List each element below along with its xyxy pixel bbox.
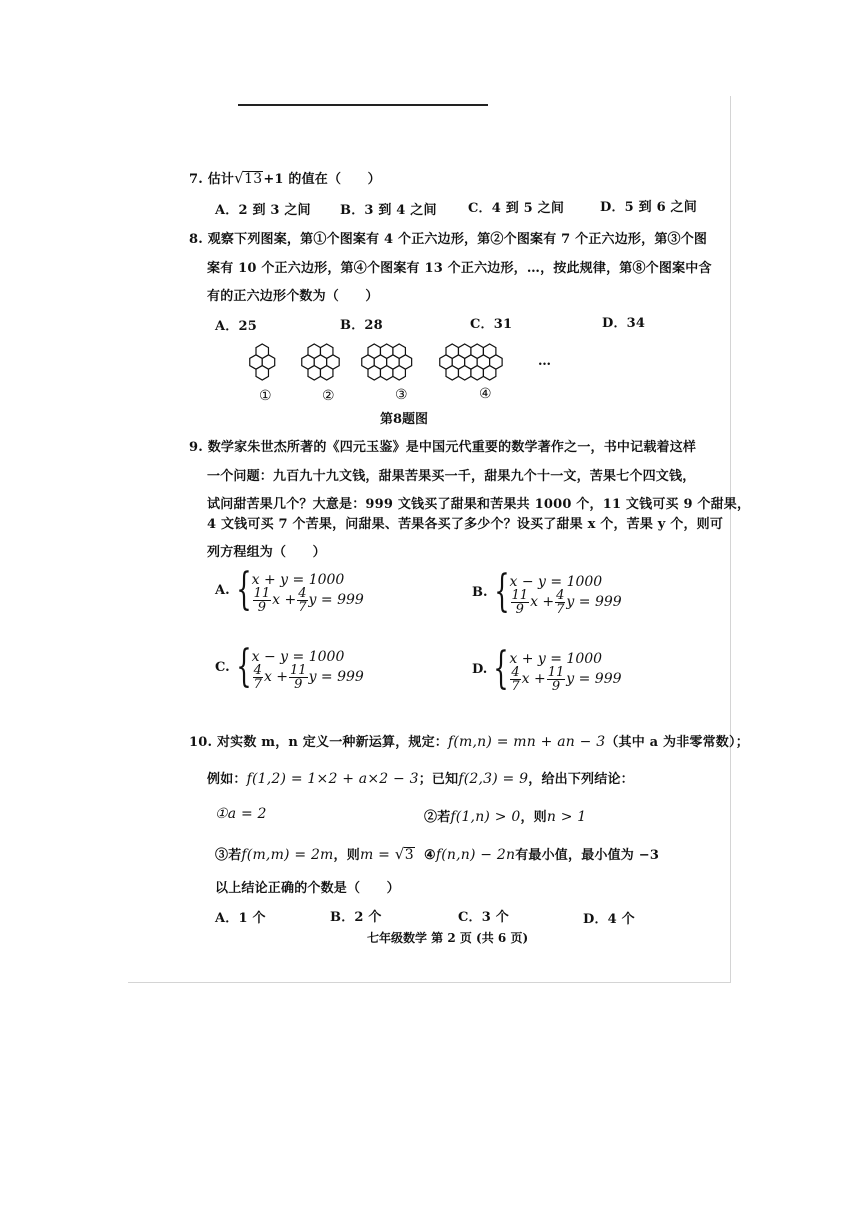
option-c[interactable]: C．31 <box>470 317 513 332</box>
equation-1: x − y = 1000 <box>509 574 603 590</box>
equation-1: x + y = 1000 <box>509 651 603 667</box>
option-d[interactable]: D．34 <box>602 316 646 331</box>
hexagon-fig4 <box>446 366 458 380</box>
hexagon-fig4 <box>471 344 483 358</box>
question-text: 对实数 m，n 定义一种新运算，规定： <box>216 735 449 750</box>
hexagon-fig4 <box>471 366 483 380</box>
brace: { <box>235 564 252 615</box>
option-a[interactable] <box>215 564 364 615</box>
option-d[interactable] <box>472 643 622 694</box>
option-a[interactable]: A．25 <box>215 319 257 334</box>
option-d[interactable]: D．4 个 <box>583 912 635 927</box>
hexagon-fig2 <box>320 366 332 380</box>
radicand: 3 <box>404 847 414 863</box>
hexagon-fig1 <box>256 344 268 358</box>
hexagon-fig3 <box>380 344 392 358</box>
figure-caption: 第8题图 <box>380 412 429 427</box>
conclusion-3 <box>215 844 415 863</box>
option-b[interactable]: B．28 <box>340 318 383 333</box>
question-10-example <box>207 768 634 787</box>
figure-marker-3: ③ <box>395 387 408 403</box>
conclusion-equation: n > 1 <box>546 809 587 825</box>
operation-definition: f(m,n) = mn + an − 3 <box>448 734 606 750</box>
equation-1: x + y = 1000 <box>251 572 345 588</box>
hexagon-fig3 <box>393 344 405 358</box>
header-rule <box>238 104 488 106</box>
sqrt-expression: √ 13 <box>234 169 263 187</box>
conclusion-text: ③若 <box>215 848 242 863</box>
option-c[interactable] <box>215 641 364 692</box>
option-label: D. <box>472 661 488 677</box>
figure-marker-4: ④ <box>479 386 492 402</box>
hexagon-fig4 <box>483 344 495 358</box>
conclusion-text: 有最小值，最小值为 −3 <box>515 848 660 863</box>
question-9-line-1 <box>189 436 696 455</box>
example-label: 例如： <box>207 772 247 787</box>
pattern-ellipsis: … <box>538 354 551 369</box>
hexagon-fig4 <box>483 366 495 380</box>
option-c[interactable]: C．4 到 5 之间 <box>468 201 565 216</box>
question-number: 7. <box>189 172 203 187</box>
conclusion-equation: m = <box>359 847 390 863</box>
question-8-line-3: 有的正六边形个数为（ ） <box>207 289 379 304</box>
question-text: 观察下列图案，第①个图案有 4 个正六边形，第②个图案有 7 个正六边形，第③个图 <box>207 232 708 247</box>
question-number: 8. <box>189 232 203 247</box>
option-c[interactable]: C．3 个 <box>458 910 509 925</box>
question-10-definition <box>189 731 749 750</box>
known-condition: f(2,3) = 9 <box>458 771 529 787</box>
conclusion-text: ，则 <box>520 810 547 825</box>
question-8-line-1 <box>189 228 707 247</box>
hexagon-fig2 <box>308 344 320 358</box>
hexagon-fig4 <box>458 366 470 380</box>
question-10-ask: 以上结论正确的个数是（ ） <box>215 881 400 896</box>
question-7-stem <box>189 168 381 187</box>
figure-marker-2: ② <box>322 388 335 404</box>
question-text: 数学家朱世杰所著的《四元玉鉴》是中国元代重要的数学著作之一，书中记载着这样 <box>207 440 697 455</box>
conclusion-4 <box>424 844 659 863</box>
brace: { <box>235 641 252 692</box>
hexagon-pattern-figure <box>236 334 576 394</box>
figure-marker-1: ① <box>259 388 272 404</box>
brace: { <box>493 643 510 694</box>
equation-2: $\frac{4}{7}$ x + $\frac{11}{9}$ y = 999 <box>511 664 622 694</box>
option-a[interactable]: A．2 到 3 之间 <box>215 203 311 218</box>
hexagon-fig3 <box>393 366 405 380</box>
question-8-line-2: 案有 10 个正六边形，第④个图案有 13 个正六边形，…，按此规律，第⑧个图案中含 <box>207 261 712 276</box>
question-number: 9. <box>189 440 203 455</box>
hexagon-fig2 <box>320 344 332 358</box>
conclusion-1 <box>215 806 267 822</box>
hexagon-fig3 <box>380 366 392 380</box>
page-footer: 七年级数学 第 2 页 (共 6 页) <box>367 931 529 945</box>
option-b[interactable] <box>472 566 622 617</box>
example-text: ，给出下列结论： <box>528 772 634 787</box>
equation-2: $\frac{11}{9}$ x + $\frac{4}{7}$ y = 999 <box>253 585 364 615</box>
brace: { <box>493 566 510 617</box>
hexagon-fig3 <box>368 344 380 358</box>
question-9-line-4: 4 文钱可买 7 个苦果，问甜果、苦果各买了多少个？设买了甜果 x 个，苦果 y 个，则可 <box>207 517 724 532</box>
hexagon-fig4 <box>446 344 458 358</box>
conclusion-text: ①a = 2 <box>215 806 267 822</box>
hexagon-fig1 <box>256 366 268 380</box>
question-9-line-5: 列方程组为（ ） <box>207 545 326 560</box>
equation-1: x − y = 1000 <box>251 649 345 665</box>
equation-2: $\frac{4}{7}$ x + $\frac{11}{9}$ y = 999 <box>253 662 364 692</box>
conclusion-equation: f(m,m) = 2m <box>241 847 334 863</box>
radicand: 13 <box>244 171 263 187</box>
question-text: 估计 <box>207 172 235 187</box>
question-9-line-3: 试问甜苦果几个？大意是：999 文钱买了甜果和苦果共 1000 个，11 文钱可买 9 个甜果， <box>207 497 751 512</box>
conclusion-text: ，则 <box>333 848 360 863</box>
option-d[interactable]: D．5 到 6 之间 <box>600 200 697 215</box>
example-text: ；已知 <box>418 772 459 787</box>
option-b[interactable]: B．3 到 4 之间 <box>340 203 437 218</box>
option-label: A. <box>215 582 230 598</box>
hexagon-fig2 <box>308 366 320 380</box>
conclusion-2 <box>424 806 586 825</box>
equation-2: $\frac{11}{9}$ x + $\frac{4}{7}$ y = 999 <box>511 587 622 617</box>
option-label: C. <box>215 659 230 675</box>
conclusion-text: ④ <box>424 848 436 863</box>
option-a[interactable]: A．1 个 <box>215 911 266 926</box>
conclusion-text: ②若 <box>424 810 451 825</box>
conclusion-equation: f(n,n) − 2n <box>435 847 516 863</box>
example-equation: f(1,2) = 1×2 + a×2 − 3 <box>246 771 419 787</box>
conclusion-equation: f(1,n) > 0 <box>450 809 521 825</box>
hexagon-fig3 <box>368 366 380 380</box>
question-number: 10. <box>189 735 213 750</box>
option-b[interactable]: B．2 个 <box>330 910 382 925</box>
option-label: B. <box>472 584 488 600</box>
question-text: +1 的值在（ ） <box>263 172 381 187</box>
question-text: （其中 a 为非零常数）； <box>605 735 749 750</box>
question-9-line-2: 一个问题：九百九十九文钱，甜果苦果买一千，甜果九个十一文，苦果七个四文钱， <box>207 469 696 484</box>
hexagon-fig4 <box>458 344 470 358</box>
sqrt-expression: √ 3 <box>394 845 414 863</box>
